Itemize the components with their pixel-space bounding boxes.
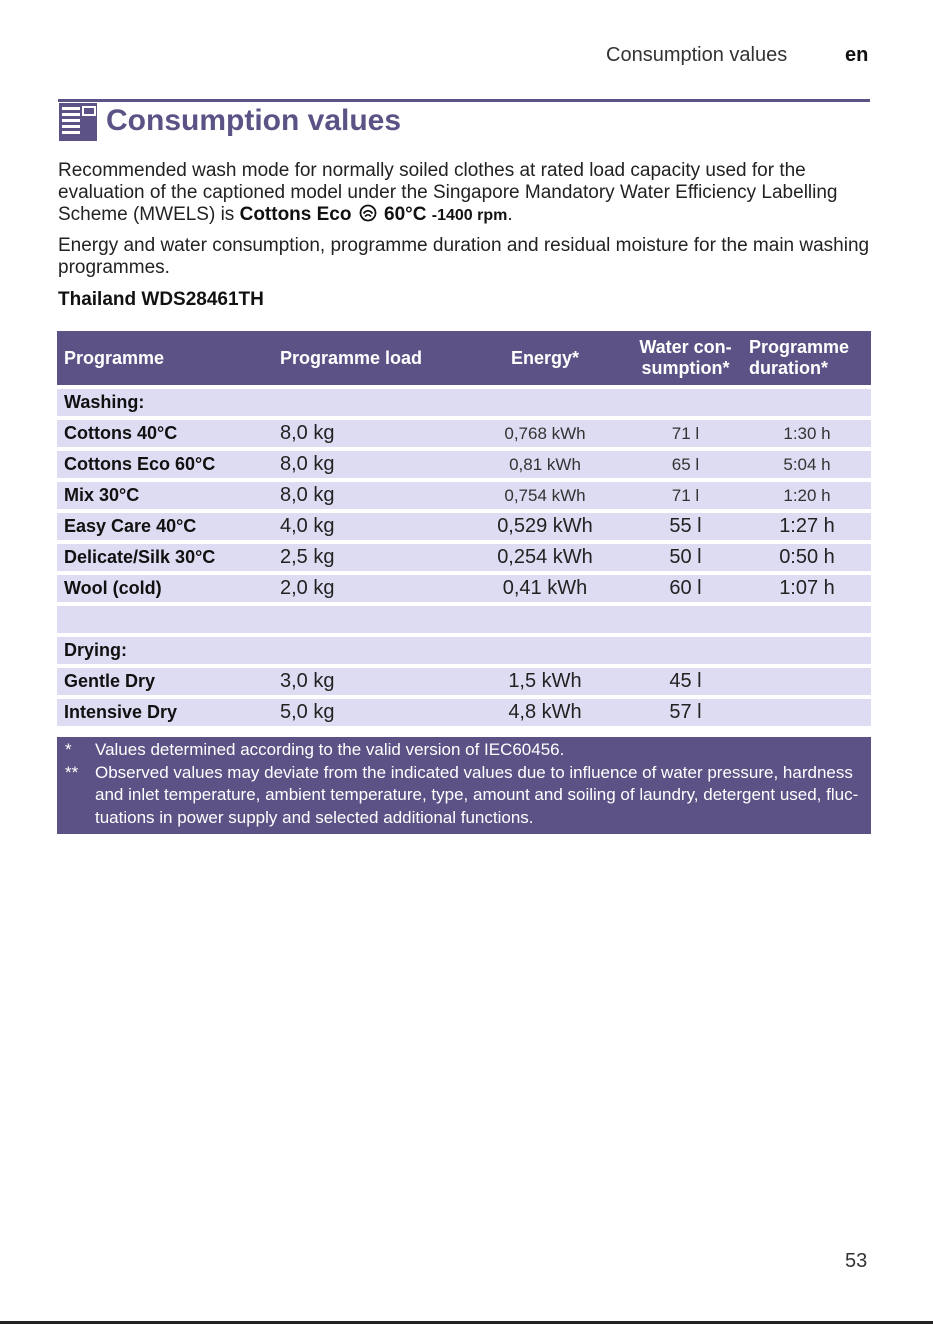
group-row-washing — [57, 389, 871, 416]
water-cell: 45 l — [628, 668, 743, 695]
water-cell: 71 l — [628, 420, 743, 447]
col-header-duration-line2: duration* — [749, 358, 828, 378]
programme-cell: Cottons Eco 60°C — [57, 451, 240, 478]
load-cell: 8,0 kg — [240, 482, 462, 509]
col-header-water — [628, 331, 743, 385]
consumption-values-icon — [58, 102, 98, 142]
footnote-text: Values determined according to the valid version of IEC60456. — [95, 740, 565, 759]
energy-cell: 1,5 kWh — [462, 668, 628, 695]
group-label: Washing: — [57, 389, 240, 416]
table-header-row — [57, 331, 871, 385]
intro-text: Recommended wash mode for normally soiled clothes at rated load capacity used for the evaluation of the captioned model under the Singapore Mandatory Water Efficiency Labelling Scheme (MWELS) is — [58, 160, 838, 225]
col-header-programme: Programme — [57, 331, 240, 385]
col-header-energy: Energy* — [462, 331, 628, 385]
water-cell: 55 l — [628, 513, 743, 540]
table-row — [57, 513, 871, 540]
table-row — [57, 544, 871, 571]
table-row — [57, 420, 871, 447]
programme-cell: Wool (cold) — [57, 575, 240, 602]
running-header: Consumption values — [606, 44, 788, 66]
energy-cell: 0,41 kWh — [462, 575, 628, 602]
intro-end: . — [507, 204, 513, 225]
water-cell: 50 l — [628, 544, 743, 571]
programme-temperature: 60°C — [384, 204, 427, 225]
programme-cell: Gentle Dry — [57, 668, 240, 695]
duration-cell: 1:27 h — [743, 513, 871, 540]
consumption-table — [57, 327, 871, 730]
footnote — [65, 762, 863, 830]
load-cell: 8,0 kg — [240, 451, 462, 478]
col-header-water-line1: Water con- — [639, 337, 732, 357]
table-row — [57, 482, 871, 509]
col-header-duration-line1: Programme — [749, 337, 850, 357]
energy-cell: 0,81 kWh — [462, 451, 628, 478]
programme-spin-speed: -1400 rpm — [431, 207, 508, 224]
load-cell: 8,0 kg — [240, 420, 462, 447]
load-cell: 4,0 kg — [240, 513, 462, 540]
energy-cell: 4,8 kWh — [462, 699, 628, 726]
page-number: 53 — [845, 1250, 868, 1272]
energy-cell: 0,529 kWh — [462, 513, 628, 540]
programme-cell: Delicate/Silk 30°C — [57, 544, 240, 571]
programme-name: Cottons Eco — [239, 204, 352, 225]
programme-cell: Cottons 40°C — [57, 420, 240, 447]
footnote — [65, 739, 863, 762]
col-header-load: Programme load — [240, 331, 462, 385]
footnote-mark: * — [65, 740, 72, 759]
footnote-mark: ** — [65, 762, 79, 782]
section-rule — [58, 99, 870, 102]
water-cell: 71 l — [628, 482, 743, 509]
table-row — [57, 668, 871, 695]
duration-cell: 1:20 h — [743, 482, 871, 509]
programme-cell: Easy Care 40°C — [57, 513, 240, 540]
water-cell: 60 l — [628, 575, 743, 602]
energy-cell: 0,254 kWh — [462, 544, 628, 571]
water-cell: 57 l — [628, 699, 743, 726]
col-header-duration — [743, 331, 871, 385]
section-title: Consumption values — [106, 104, 402, 137]
intro-paragraph-2: Energy and water consumption, programme duration and residual moisture for the main washing programmes. — [58, 235, 870, 278]
duration-cell: 1:07 h — [743, 575, 871, 602]
duration-cell — [743, 699, 871, 726]
duration-cell: 0:50 h — [743, 544, 871, 571]
intro-paragraph-1 — [58, 160, 870, 227]
duration-cell: 1:30 h — [743, 420, 871, 447]
load-cell: 2,5 kg — [240, 544, 462, 571]
duration-cell — [743, 668, 871, 695]
language-code: en — [845, 44, 869, 66]
load-cell: 2,0 kg — [240, 575, 462, 602]
footnote-text: Observed values may deviate from the indicated values due to influence of water pressure, hardness and inlet temperature, ambient temperature, type, amount and soiling of laundry, detergent used, fluc-tuations in power supply and selected additional functions. — [95, 762, 859, 827]
group-row-drying — [57, 637, 871, 664]
programme-cell: Intensive Dry — [57, 699, 240, 726]
programme-cell: Mix 30°C — [57, 482, 240, 509]
model-heading: Thailand WDS28461TH — [58, 289, 264, 310]
spacer-row — [57, 606, 871, 633]
table-row — [57, 451, 871, 478]
energy-cell: 0,768 kWh — [462, 420, 628, 447]
load-cell: 5,0 kg — [240, 699, 462, 726]
table-row — [57, 575, 871, 602]
energy-cell: 0,754 kWh — [462, 482, 628, 509]
eco-programme-icon — [359, 204, 377, 222]
table-row — [57, 699, 871, 726]
col-header-water-line2: sumption* — [641, 358, 730, 378]
duration-cell: 5:04 h — [743, 451, 871, 478]
water-cell: 65 l — [628, 451, 743, 478]
load-cell: 3,0 kg — [240, 668, 462, 695]
footnotes-box — [57, 737, 871, 834]
group-label: Drying: — [57, 637, 240, 664]
